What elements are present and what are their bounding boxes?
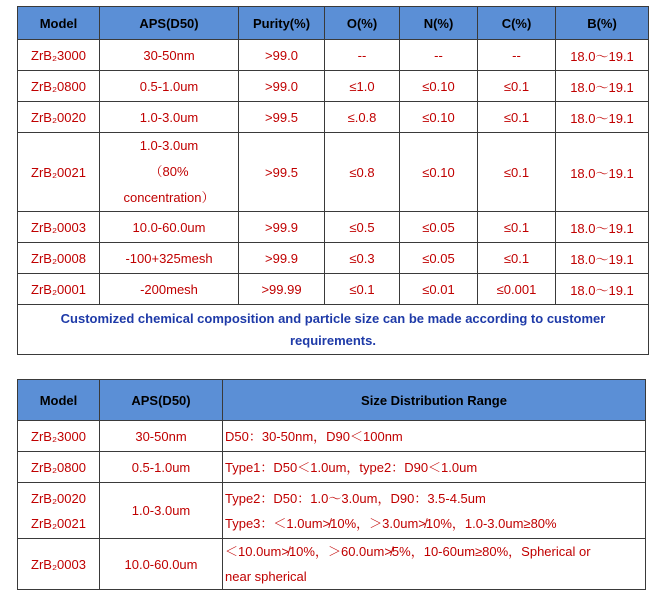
cell: ZrB₂0001 [18,274,100,305]
cell: >99.9 [239,212,325,243]
cell: >99.5 [239,133,325,212]
cell: 18.0～19.1 [556,133,649,212]
cell: ZrB₂0003 [18,539,100,590]
table-row [18,243,649,274]
aps-line: concentration） [123,190,215,205]
cell: ZrB₂0003 [18,212,100,243]
composition-table [17,6,649,355]
cell: ≤0.1 [478,71,556,102]
cell: ZrB₂3000 [18,40,100,71]
cell: 1.0-3.0um [100,483,223,539]
composition-header-row [18,7,649,40]
cell: ≤0.05 [400,212,478,243]
cell: ≤0.3 [325,243,400,274]
header-o: O(%) [325,7,400,40]
cell-aps-multiline [100,133,239,212]
cell-range-multiline [223,483,646,539]
cell: 18.0～19.1 [556,274,649,305]
range-line: ＜10.0um≯10%，＞60.0um≯5%，10-60um≥80%，Spherical or [225,544,591,559]
cell: ≤0.10 [400,133,478,212]
cell: ≤0.1 [478,102,556,133]
note-line: requirements. [290,332,376,348]
cell: ≤0.001 [478,274,556,305]
cell: D50：30-50nm，D90＜100nm [223,421,646,452]
cell: -100+325mesh [100,243,239,274]
customization-note [18,305,649,355]
cell: -200mesh [100,274,239,305]
cell: ≤0.5 [325,212,400,243]
aps-line: （80% [149,164,189,179]
cell: ≤0.1 [478,212,556,243]
table-row [18,71,649,102]
cell: 30-50nm [100,421,223,452]
table-row [18,421,646,452]
table-row [18,539,646,590]
cell: ≤0.01 [400,274,478,305]
cell: ≤0.05 [400,243,478,274]
cell: >99.0 [239,71,325,102]
cell: >99.99 [239,274,325,305]
cell: ≤0.1 [325,274,400,305]
cell: 18.0～19.1 [556,71,649,102]
size-header-row [18,380,646,421]
cell: 0.5-1.0um [100,71,239,102]
cell: ZrB₂0800 [18,71,100,102]
table-row [18,40,649,71]
table-row [18,274,649,305]
cell: 18.0～19.1 [556,243,649,274]
cell: ZrB₂0020 [18,102,100,133]
cell: ≤0.8 [325,133,400,212]
size-distribution-table [17,379,646,590]
range-line: near spherical [225,569,307,584]
cell-models [18,483,100,539]
cell: 1.0-3.0um [100,102,239,133]
cell: 18.0～19.1 [556,102,649,133]
cell: 10.0-60.0um [100,212,239,243]
model-line: ZrB₂0020 [31,490,86,506]
cell: ≤0.1 [478,243,556,274]
header-c: C(%) [478,7,556,40]
cell: 18.0～19.1 [556,40,649,71]
cell: >99.0 [239,40,325,71]
cell: ZrB₂0021 [18,133,100,212]
cell: ≤0.10 [400,102,478,133]
cell: 0.5-1.0um [100,452,223,483]
model-line: ZrB₂0021 [31,515,86,531]
header-aps: APS(D50) [100,380,223,421]
header-model: Model [18,7,100,40]
cell: 18.0～19.1 [556,212,649,243]
table-row [18,212,649,243]
cell: >99.9 [239,243,325,274]
cell: ZrB₂0800 [18,452,100,483]
header-b: B(%) [556,7,649,40]
cell: ≤1.0 [325,71,400,102]
cell: -- [478,40,556,71]
cell: ≤0.1 [478,133,556,212]
table-row [18,452,646,483]
header-purity: Purity(%) [239,7,325,40]
range-line: Type2：D50：1.0～3.0um，D90：3.5-4.5um [225,490,486,506]
header-n: N(%) [400,7,478,40]
header-size-range: Size Distribution Range [223,380,646,421]
cell: >99.5 [239,102,325,133]
header-model: Model [18,380,100,421]
customization-note-row [18,305,649,355]
range-line: Type3：＜1.0um≯10%，＞3.0um≯10%，1.0-3.0um≥80% [225,515,557,531]
cell: ZrB₂3000 [18,421,100,452]
table-row [18,483,646,539]
header-aps: APS(D50) [100,7,239,40]
cell: ≤.0.8 [325,102,400,133]
cell: ZrB₂0008 [18,243,100,274]
table-row [18,102,649,133]
cell: -- [400,40,478,71]
cell: 30-50nm [100,40,239,71]
aps-line: 1.0-3.0um [139,138,199,153]
table-row [18,133,649,212]
cell: Type1：D50＜1.0um，type2：D90＜1.0um [223,452,646,483]
cell: 10.0-60.0um [100,539,223,590]
note-line: Customized chemical composition and particle size can be made according to customer [60,310,606,326]
cell: ≤0.10 [400,71,478,102]
cell: -- [325,40,400,71]
cell-range-multiline [223,539,646,590]
